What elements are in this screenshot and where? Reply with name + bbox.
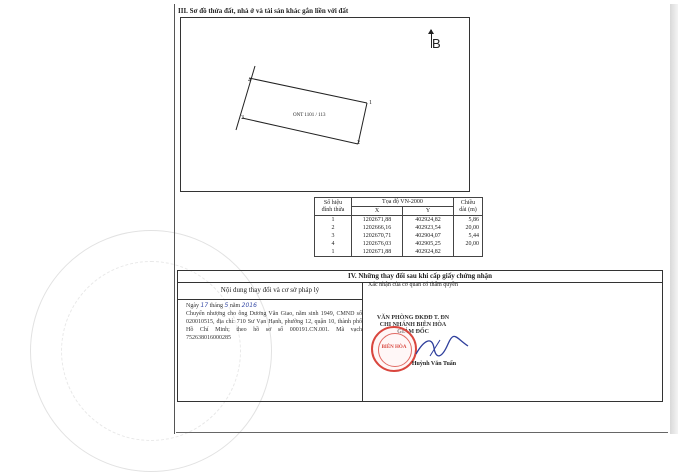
header-edge-length: Chiều dài (m) [454, 198, 483, 216]
table-row: 1 1202671,88 402924,82 [315, 248, 483, 257]
table-row: 1 1202671,88 402924,82 5,86 [315, 216, 483, 225]
coordinate-table [314, 197, 483, 257]
parcel-label: ONT 1101 / 113 [293, 113, 326, 118]
header-point-no: Số hiệu đỉnh thửa [315, 198, 352, 216]
content-column-header: Nội dung thay đổi và cơ sở pháp lý [178, 282, 362, 300]
vertex-label-1: 1 [369, 100, 372, 106]
table-row: 3 1202670,71 402904,07 5,44 [315, 232, 483, 240]
parcel-edge-4-1 [249, 78, 367, 103]
column-divider [362, 282, 363, 401]
handwritten-signature [412, 334, 472, 362]
vertex-label-4: 4 [248, 78, 251, 84]
office-name: VĂN PHÒNG ĐKĐĐ T. ĐN CHI NHÁNH BIÊN HÒA GIÁM ĐỐC [376, 315, 450, 335]
parcel-diagram [180, 17, 470, 192]
change-entry [186, 302, 362, 342]
entry-date: Ngày 17 tháng 5 năm 2016 [186, 302, 257, 309]
section-iv-title: IV. Những thay đổi sau khi cấp giấy chứng nhận [178, 271, 662, 283]
parcel-sketch [181, 18, 469, 191]
parcel-edge-3-2 [242, 118, 358, 144]
vertex-label-2: 2 [357, 140, 360, 146]
official-red-seal: BIÊN HÒA [371, 326, 417, 372]
vertex-label-3: 3 [241, 115, 244, 121]
signer-name: Huỳnh Văn Tuấn [411, 361, 457, 367]
north-label: B [432, 36, 441, 51]
entry-text: Chuyển nhượng cho ông Dương Văn Giao, năm sinh 1949, CMND số 020010515, địa chỉ: 710 Sư Vạn Hạnh, phường 12, quận 10, thành phố Hồ Chí Minh; theo hồ sơ số 000191.CN.001. Mã vạch 752638016000285 [186, 311, 362, 341]
header-coordinates: Tọa độ VN-2000 [352, 198, 454, 207]
table-row: 4 1202676,03 402905,25 20,00 [315, 240, 483, 248]
bottom-rule [176, 432, 668, 433]
header-y: Y [403, 207, 454, 216]
table-row: 2 1202666,16 402923,54 20,00 [315, 224, 483, 232]
parcel-edge-1-2 [358, 103, 367, 144]
changes-section [177, 270, 663, 402]
page-edge-shadow [670, 4, 678, 434]
agency-column-header: Xác nhận của cơ quan có thẩm quyền [368, 282, 458, 288]
header-x: X [352, 207, 403, 216]
section-iii-title: III. Sơ đồ thửa đất, nhà ở và tài sản khác gắn liền với đất [178, 7, 349, 15]
